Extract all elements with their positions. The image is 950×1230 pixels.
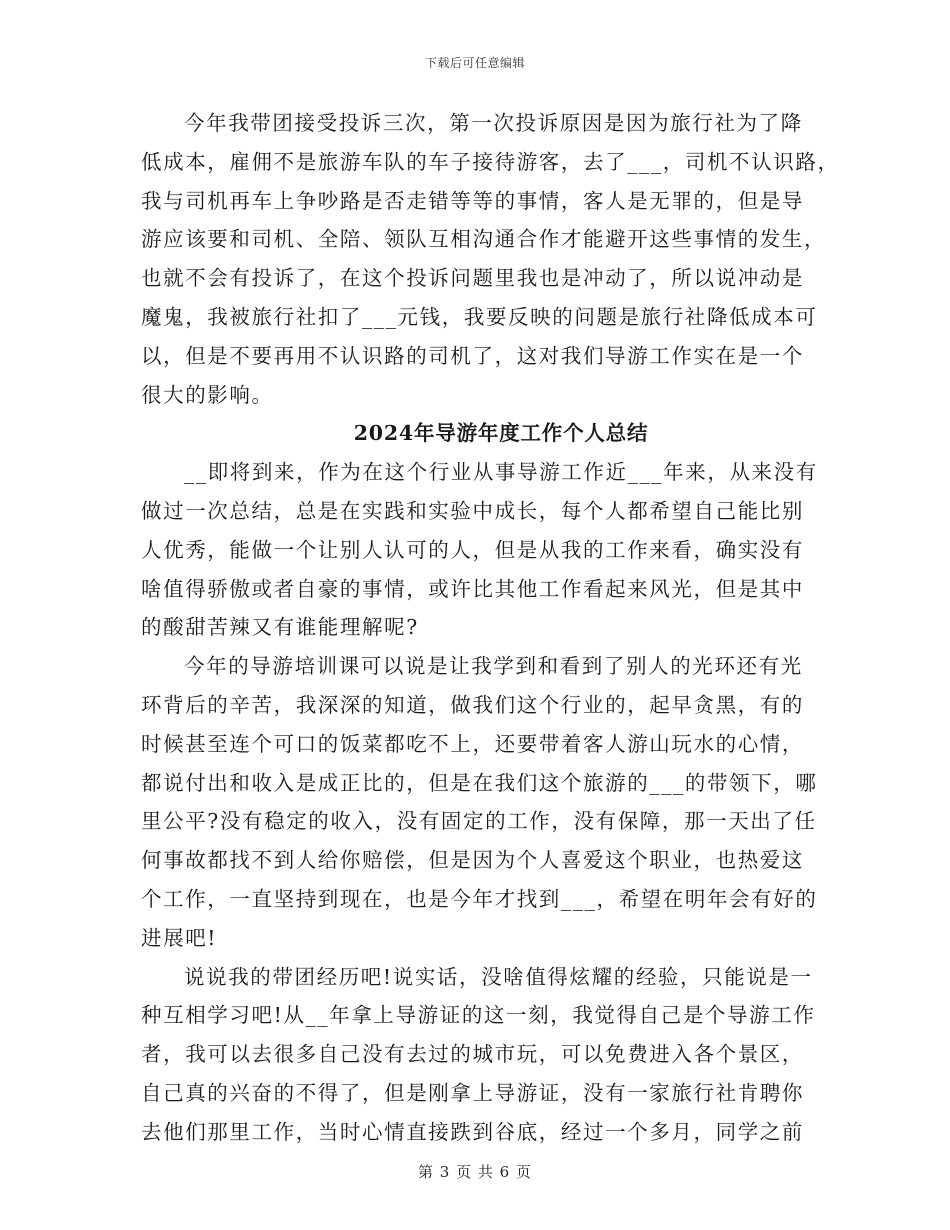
paragraph-line: 今年的导游培训课可以说是让我学到和看到了别人的光环还有光 [184,654,803,679]
paragraph-line: 个工作，一直坚持到现在，也是今年才找到___，希望在明年会有好的 [141,886,818,911]
paragraph-line: 时候甚至连个可口的饭菜都吃不上，还要带着客人游山玩水的心情， [141,731,804,756]
paragraph-line: 人优秀，能做一个让别人认可的人，但是从我的工作来看，确实没有 [141,537,804,562]
paragraph-line: 种互相学习吧!从__年拿上导游证的这一刻，我觉得自己是个导游工作 [141,1003,816,1028]
paragraph-line: 环背后的辛苦，我深深的知道，做我们这个行业的，起早贪黑，有的 [141,692,804,717]
paragraph-line: 游应该要和司机、全陪、领队互相沟通合作才能避开这些事情的发生， [141,227,827,252]
paragraph-line: 进展吧! [141,925,218,950]
paragraph-line: 者，我可以去很多自己没有去过的城市玩，可以免费进入各个景区， [141,1042,804,1067]
paragraph-line: 自己真的兴奋的不得了，但是刚拿上导游证，没有一家旅行社肯聘你 [141,1080,804,1105]
paragraph-line: 里公平?没有稳定的收入，没有固定的工作，没有保障，那一天出了任 [141,809,817,834]
paragraph-line: 何事故都找不到人给你赔偿，但是因为个人喜爱这个职业，也热爱这 [141,848,804,873]
paragraph-line: 的酸甜苦辣又有谁能理解呢? [141,615,419,640]
header-note: 下载后可任意编辑 [424,56,525,70]
paragraph-line: 魔鬼，我被旅行社扣了___元钱，我要反映的问题是旅行社降低成本可 [141,304,818,329]
paragraph-line: 我与司机再车上争吵路是否走错等等的事情，客人是无罪的，但是导 [141,188,804,213]
page-number: 第 3 页 共 6 页 [418,1163,532,1181]
paragraph-line: 做过一次总结，总是在实践和实验中成长，每个人都希望自己能比别 [141,498,804,523]
paragraph-line: 也就不会有投诉了，在这个投诉问题里我也是冲动了，所以说冲动是 [141,266,804,291]
paragraph-line: 说说我的带团经历吧!说实话，没啥值得炫耀的经验，只能说是一 [184,964,813,989]
paragraph-line: 啥值得骄傲或者自豪的事情，或许比其他工作看起来风光，但是其中 [141,576,804,601]
paragraph-line: 低成本，雇佣不是旅游车队的车子接待游客，去了___，司机不认识路， [141,149,840,174]
paragraph-line: 今年我带团接受投诉三次，第一次投诉原因是因为旅行社为了降 [184,111,803,135]
section-heading: 2024年导游年度工作个人总结 [353,421,649,446]
paragraph-line: 很大的影响。 [141,382,274,407]
paragraph-line: 去他们那里工作，当时心情直接跌到谷底，经过一个多月，同学之前 [141,1119,804,1144]
document-body [141,104,840,1152]
paragraph-line: 以，但是不要再用不认识路的司机了，这对我们导游工作实在是一个 [141,343,804,368]
paragraph-line: 都说付出和收入是成正比的，但是在我们这个旅游的___的带领下，哪 [141,770,818,795]
paragraph-line: __即将到来，作为在这个行业从事导游工作近___年来，从来没有 [184,460,818,485]
